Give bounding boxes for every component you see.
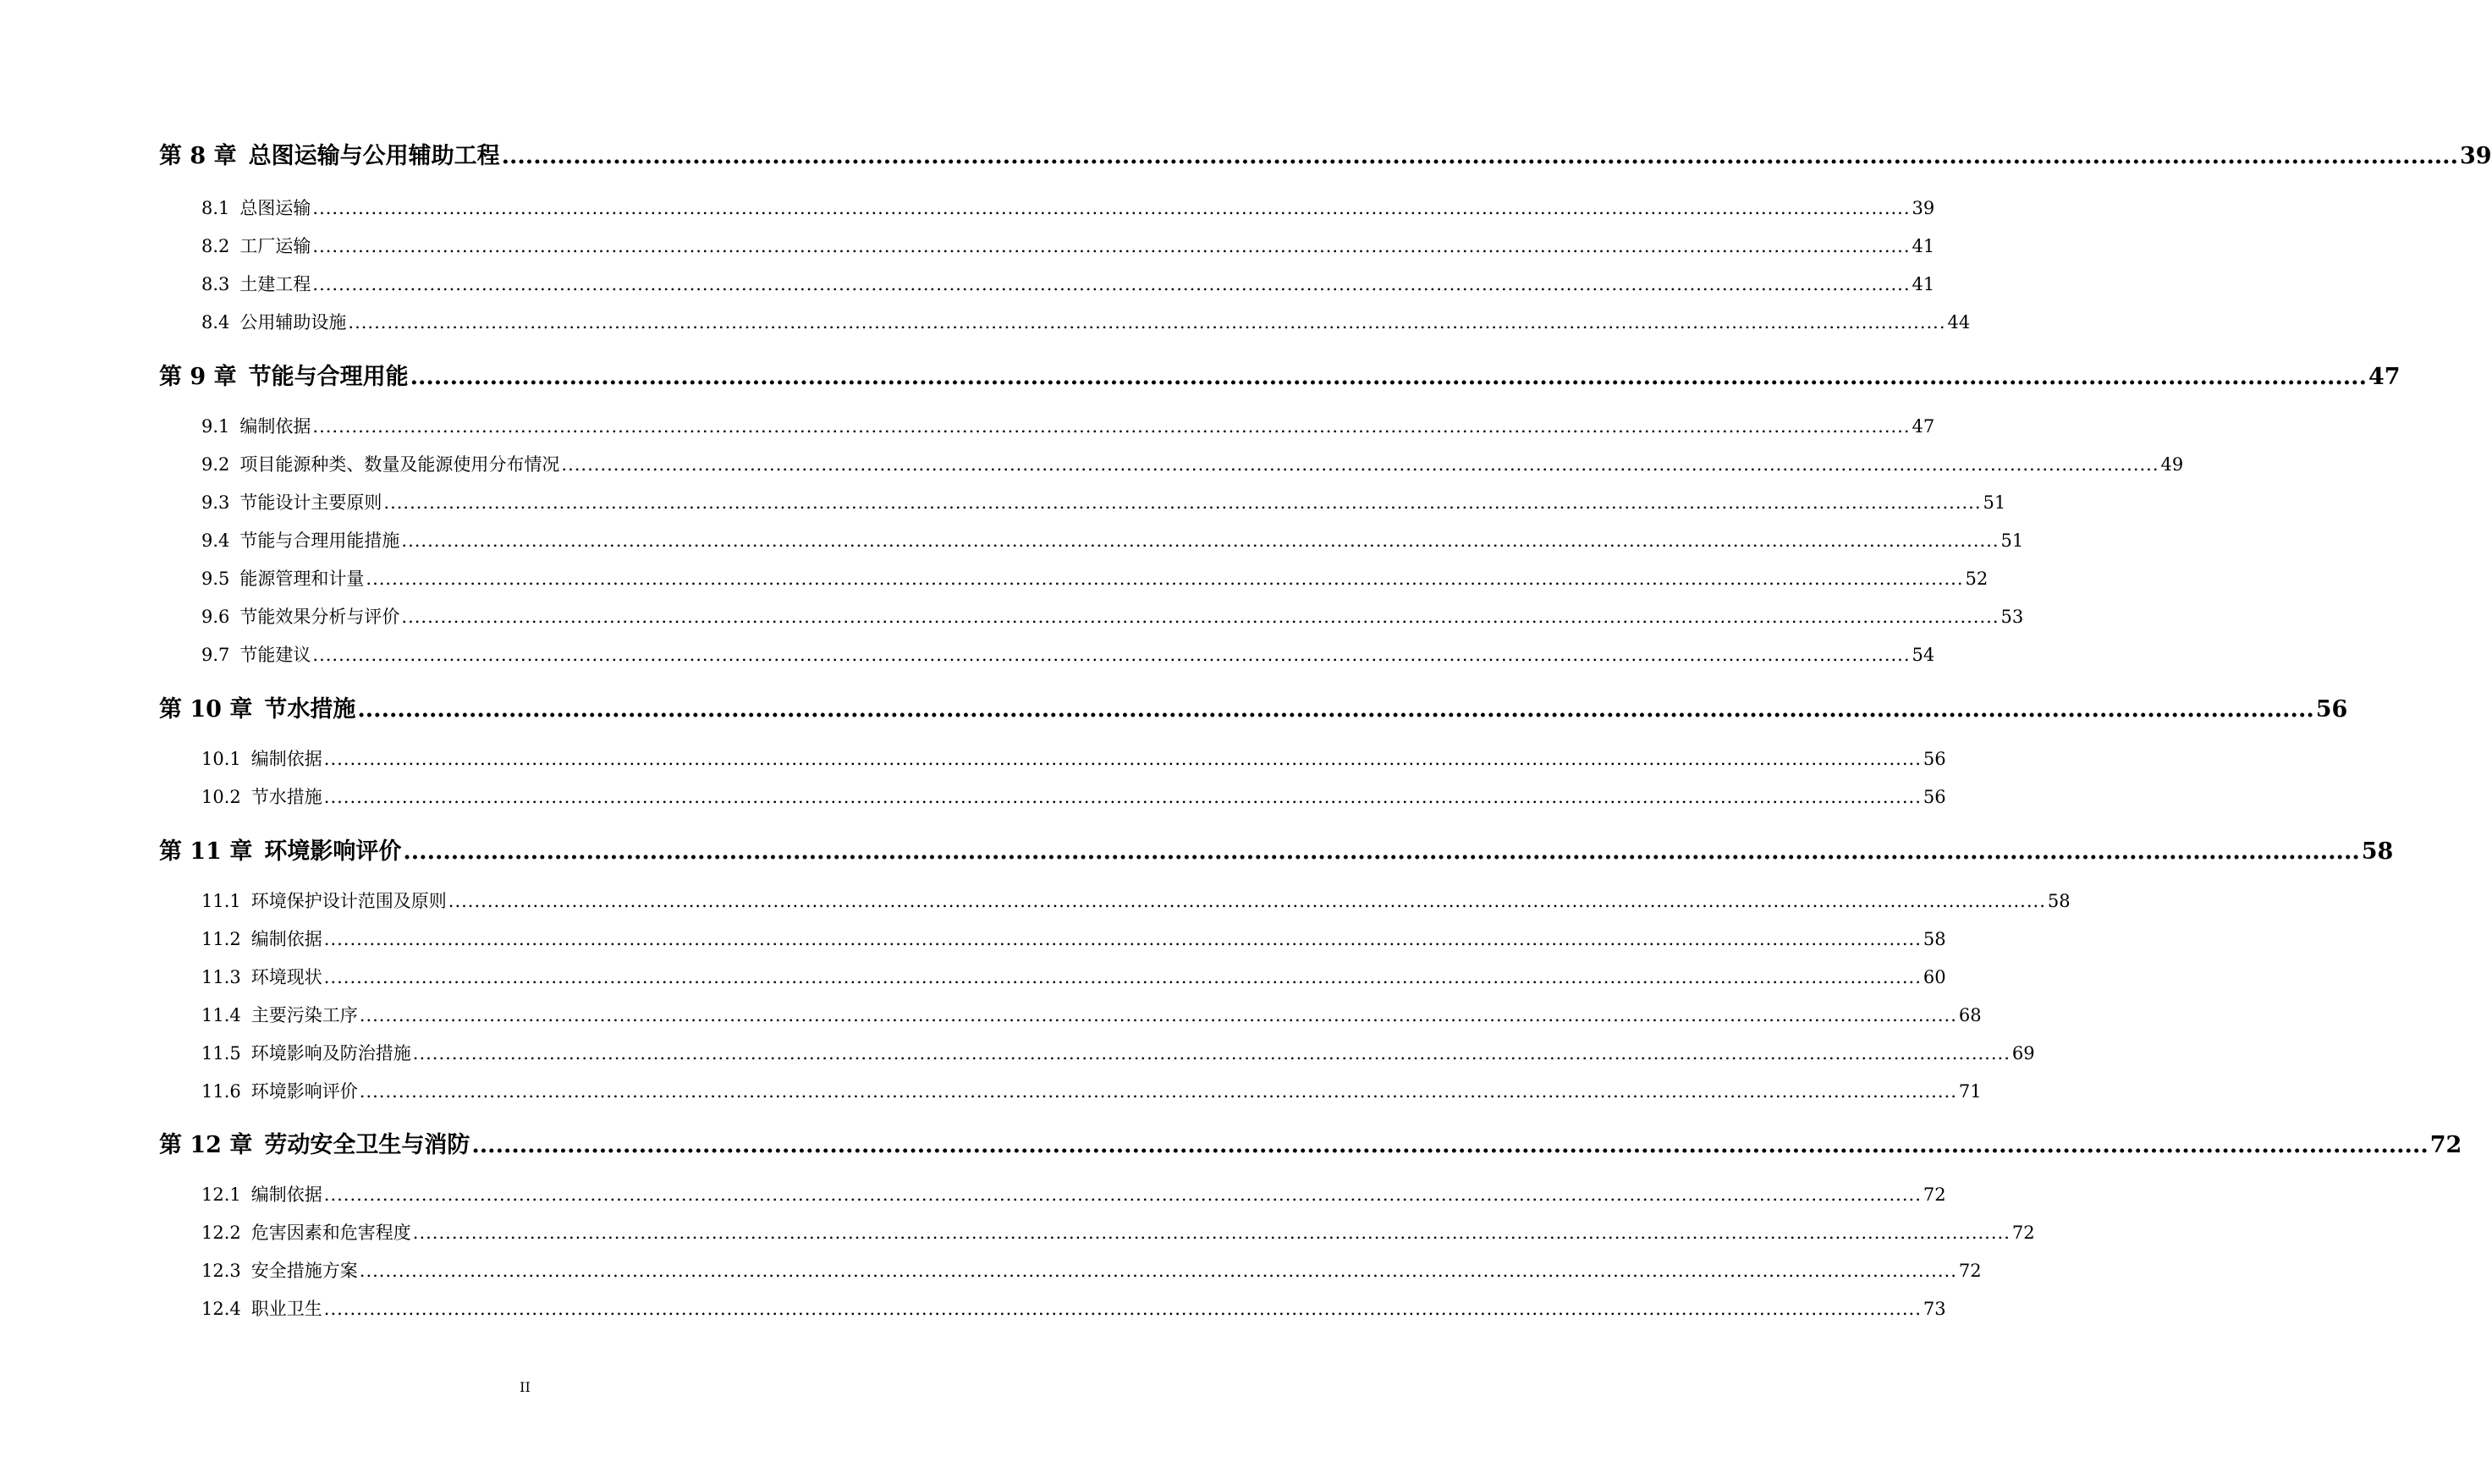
- section-title: 安全措施方案: [250, 1261, 358, 1281]
- chapter-page-number: 56: [2315, 696, 2348, 723]
- section-number: 8.2: [201, 236, 230, 256]
- toc-section-11-6[interactable]: [201, 1078, 1982, 1102]
- section-title: 危害因素和危害程度: [250, 1223, 411, 1243]
- section-page-number: 71: [1958, 1081, 1982, 1102]
- section-number: 9.7: [201, 645, 230, 665]
- section-number: 9.6: [201, 607, 230, 627]
- section-number: 10.1: [201, 749, 241, 769]
- section-page-number: 41: [1912, 236, 1935, 256]
- section-title: 节能与合理用能措施: [239, 530, 400, 551]
- chapter-title: 节能与合理用能: [248, 364, 409, 390]
- dot-leader: ......................................................................................................................................................................................................................................................: [323, 1299, 1922, 1319]
- toc-section-9-5[interactable]: [201, 565, 1989, 589]
- section-number: 11.3: [201, 967, 241, 987]
- section-title: 编制依据: [250, 929, 322, 949]
- section-page-number: 58: [2047, 891, 2071, 911]
- chapter-page-number: 47: [2368, 364, 2401, 390]
- section-page-number: 72: [2011, 1223, 2035, 1243]
- dot-leader: ......................................................................................................................................................................................................................................................: [323, 967, 1922, 987]
- dot-leader: ......................................................................................................................................................................................................................................................: [312, 416, 1911, 437]
- section-number: 8.4: [201, 312, 230, 333]
- dot-leader: ......................................................................................................................................................................................................................................................: [448, 891, 2046, 911]
- toc-section-9-4[interactable]: [201, 527, 2024, 551]
- chapter-page-number: 72: [2429, 1132, 2462, 1158]
- section-page-number: 51: [1983, 492, 2006, 513]
- section-title: 职业卫生: [250, 1299, 322, 1319]
- chapter-number: 第 10 章: [159, 696, 253, 723]
- dot-leader: ......................................................................................................................................................................................................................................................: [501, 143, 2458, 169]
- section-number: 12.2: [201, 1223, 241, 1243]
- chapter-number: 第 8 章: [159, 143, 237, 169]
- dot-leader: ......................................................................................................................................................................................................................................................: [471, 1132, 2429, 1158]
- dot-leader: ......................................................................................................................................................................................................................................................: [359, 1261, 1957, 1281]
- toc-section-11-3[interactable]: [201, 964, 1946, 987]
- section-number: 12.3: [201, 1261, 241, 1281]
- toc-section-9-2[interactable]: [201, 451, 2184, 475]
- toc-section-8-1[interactable]: [201, 195, 1935, 218]
- section-number: 12.1: [201, 1184, 241, 1205]
- section-number: 11.6: [201, 1081, 241, 1102]
- chapter-page-number: 58: [2361, 838, 2394, 865]
- section-page-number: 49: [2160, 454, 2184, 475]
- toc-section-11-2[interactable]: [201, 926, 1946, 949]
- section-title: 环境影响及防治措施: [250, 1043, 411, 1064]
- section-page-number: 72: [1923, 1184, 1946, 1205]
- toc-section-11-5[interactable]: [201, 1040, 2035, 1064]
- section-title: 环境保护设计范围及原则: [250, 891, 447, 911]
- section-page-number: 51: [2000, 530, 2024, 551]
- section-title: 节能效果分析与评价: [239, 607, 400, 627]
- dot-leader: ......................................................................................................................................................................................................................................................: [323, 749, 1922, 769]
- chapter-title: 劳动安全卫生与消防: [264, 1132, 470, 1158]
- section-title: 编制依据: [239, 416, 311, 437]
- section-title: 编制依据: [250, 1184, 322, 1205]
- toc-chapter-10[interactable]: [159, 690, 2348, 723]
- toc-section-12-3[interactable]: [201, 1257, 1982, 1281]
- dot-leader: ......................................................................................................................................................................................................................................................: [312, 198, 1911, 218]
- section-page-number: 39: [1912, 198, 1935, 218]
- toc-section-8-3[interactable]: [201, 271, 1935, 294]
- dot-leader: ......................................................................................................................................................................................................................................................: [312, 274, 1911, 294]
- section-number: 9.2: [201, 454, 230, 475]
- section-title: 节水措施: [250, 787, 322, 807]
- dot-leader: ......................................................................................................................................................................................................................................................: [348, 312, 1946, 333]
- section-page-number: 73: [1923, 1299, 1946, 1319]
- section-page-number: 54: [1912, 645, 1935, 665]
- section-page-number: 53: [2000, 607, 2024, 627]
- dot-leader: ......................................................................................................................................................................................................................................................: [412, 1043, 2011, 1064]
- section-number: 9.1: [201, 416, 230, 437]
- chapter-number: 第 12 章: [159, 1132, 253, 1158]
- section-title: 公用辅助设施: [239, 312, 347, 333]
- section-number: 8.3: [201, 274, 230, 294]
- chapter-number: 第 11 章: [159, 838, 253, 865]
- dot-leader: ......................................................................................................................................................................................................................................................: [323, 787, 1922, 807]
- dot-leader: ......................................................................................................................................................................................................................................................: [357, 696, 2314, 723]
- page-number-footer: II: [520, 1379, 531, 1395]
- section-title: 工厂运输: [239, 236, 311, 256]
- section-title: 环境影响评价: [250, 1081, 358, 1102]
- dot-leader: ......................................................................................................................................................................................................................................................: [312, 645, 1911, 665]
- dot-leader: ......................................................................................................................................................................................................................................................: [403, 838, 2360, 865]
- section-number: 11.2: [201, 929, 241, 949]
- section-title: 主要污染工序: [250, 1005, 358, 1025]
- section-number: 12.4: [201, 1299, 241, 1319]
- dot-leader: ......................................................................................................................................................................................................................................................: [410, 364, 2367, 390]
- toc-section-9-3[interactable]: [201, 489, 2006, 513]
- section-title: 项目能源种类、数量及能源使用分布情况: [239, 454, 560, 475]
- section-page-number: 56: [1923, 749, 1946, 769]
- section-page-number: 72: [1958, 1261, 1982, 1281]
- dot-leader: ......................................................................................................................................................................................................................................................: [383, 492, 1982, 513]
- section-number: 9.5: [201, 569, 230, 589]
- section-number: 11.5: [201, 1043, 241, 1064]
- dot-leader: ......................................................................................................................................................................................................................................................: [359, 1005, 1957, 1025]
- toc-chapter-8[interactable]: [159, 137, 2492, 169]
- chapter-number: 第 9 章: [159, 364, 237, 390]
- toc-section-11-4[interactable]: [201, 1002, 1982, 1025]
- section-title: 节能设计主要原则: [239, 492, 382, 513]
- section-number: 9.3: [201, 492, 230, 513]
- section-number: 11.1: [201, 891, 241, 911]
- section-title: 环境现状: [250, 967, 322, 987]
- dot-leader: ......................................................................................................................................................................................................................................................: [323, 929, 1922, 949]
- toc-section-10-2[interactable]: [201, 783, 1946, 807]
- section-page-number: 60: [1923, 967, 1946, 987]
- section-page-number: 47: [1912, 416, 1935, 437]
- section-title: 土建工程: [239, 274, 311, 294]
- toc-section-8-4[interactable]: [201, 309, 1971, 333]
- section-number: 11.4: [201, 1005, 241, 1025]
- toc-section-12-2[interactable]: [201, 1219, 2035, 1243]
- toc-section-12-1[interactable]: [201, 1181, 1946, 1205]
- toc-chapter-12[interactable]: [159, 1126, 2462, 1158]
- chapter-title: 总图运输与公用辅助工程: [248, 143, 500, 169]
- section-page-number: 68: [1958, 1005, 1982, 1025]
- section-title: 能源管理和计量: [239, 569, 365, 589]
- section-page-number: 56: [1923, 787, 1946, 807]
- toc-section-11-1[interactable]: [201, 888, 2071, 911]
- section-page-number: 69: [2011, 1043, 2035, 1064]
- toc-chapter-11[interactable]: [159, 833, 2394, 865]
- toc-section-10-1[interactable]: [201, 745, 1946, 769]
- chapter-title: 环境影响评价: [264, 838, 402, 865]
- section-page-number: 52: [1965, 569, 1989, 589]
- dot-leader: ......................................................................................................................................................................................................................................................: [359, 1081, 1957, 1102]
- dot-leader: ......................................................................................................................................................................................................................................................: [323, 1184, 1922, 1205]
- dot-leader: ......................................................................................................................................................................................................................................................: [312, 236, 1911, 256]
- section-number: 8.1: [201, 198, 230, 218]
- dot-leader: ......................................................................................................................................................................................................................................................: [401, 530, 2000, 551]
- section-page-number: 44: [1947, 312, 1971, 333]
- section-page-number: 41: [1912, 274, 1935, 294]
- section-number: 10.2: [201, 787, 241, 807]
- section-title: 节能建议: [239, 645, 311, 665]
- toc-section-9-6[interactable]: [201, 603, 2024, 627]
- dot-leader: ......................................................................................................................................................................................................................................................: [366, 569, 1964, 589]
- section-title: 总图运输: [239, 198, 311, 218]
- toc-section-12-4[interactable]: [201, 1295, 1946, 1319]
- toc-section-8-2[interactable]: [201, 233, 1935, 256]
- chapter-title: 节水措施: [264, 696, 356, 723]
- dot-leader: ......................................................................................................................................................................................................................................................: [412, 1223, 2011, 1243]
- dot-leader: ......................................................................................................................................................................................................................................................: [401, 607, 2000, 627]
- toc-chapter-9[interactable]: [159, 358, 2401, 390]
- chapter-page-number: 39: [2459, 143, 2492, 169]
- section-page-number: 58: [1923, 929, 1946, 949]
- section-title: 编制依据: [250, 749, 322, 769]
- toc-section-9-1[interactable]: [201, 413, 1935, 437]
- toc-section-9-7[interactable]: [201, 641, 1935, 665]
- dot-leader: ......................................................................................................................................................................................................................................................: [561, 454, 2159, 475]
- section-number: 9.4: [201, 530, 230, 551]
